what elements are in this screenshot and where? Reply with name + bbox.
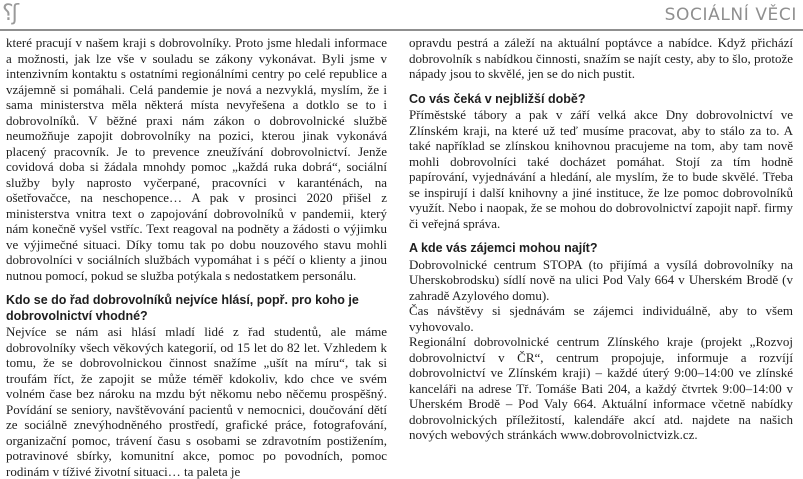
right-paragraph-5: Regionální dobrovolnické centrum Zlínského kraje (projekt „Rozvoj dobrovolnictví v ČR“, centrum propojuje, informuje a rozvíjí dobrovolnictví ve Zlínském kraji) – každé úterý 9:00–14:00 ve zlínské kanceláři na adrese Tř. Tomáše Bati 204, a každý čtvrtek 9:00–14:00 v Uherském Brodě – Pod Valy 664. Aktuální informace včetně nabídky dobrovolnických příležitostí, kalendáře akcí atd. najdete na našich nových webových stránkách www.dobrovolnictvizk.cz. [409,334,793,442]
magazine-logo [2,2,38,28]
abstract-logo-icon: ⸮ʃ [2,1,18,26]
left-paragraph-1: které pracují v našem kraji s dobrovolníky. Proto jsme hledali informace a možnosti, jak lze vše v souladu se zákony vykonávat. Byli jsme v intenzivním kontaktu s ostatními regionálními centry po celé republice a vzájemně si pomáhali. Celá pandemie je nová a nezvyklá, myslím, že i sama ministerstva měla některá místa nevyřešena a dotklo se to i dobrovolníků. V běžné praxi nám zákon o dobrovolnické službě neumožňuje zapojit dobrovolníky na pozici, kterou jinak vykonává placený pracovník. Je to prevence zneužívání dobrovolnictví. Jenže covidová doba si žádala mnohdy pomoc „každá ruka dobrá“, sociální služby byly naprosto vyčerpané, pracovníci v karanténách, na ošetřovačce, na neschopence… A pak v prosinci 2020 přišel z ministerstva vnitra text o zapojování dobrovolníků v pandemii, který nám konečně vyšel vstříc. Text reagoval na podněty a žádosti o výjimku ve výjimečné situaci. Díky tomu tak po dobu nouzového stavu mohli dobrovolníci v sociálních službách vypomáhat i s péčí o klienty a jinou nutnou pomocí, pokud se služba potýkala s nedostatkem personálu. [6,35,387,283]
right-paragraph-2: Příměstské tábory a pak v září velká akce Dny dobrovolnictví ve Zlínském kraji, na které už teď musíme pracovat, aby to stálo za to. A také například se zlínskou knihovnou pracujeme na tom, aby tam nově mohli dobrovolníci také docházet pomáhat. Stojí za tím hodně papírování, vyjednávání a hledání, ale myslím, že to bude skvělé. Třeba se inspirují i další knihovny a jiné instituce, že lze pomoc dobrovolníků využít. Nebo i naopak, že se mohou do dobrovolnictví zapojit např. firmy či veřejná správa. [409,107,793,231]
question-heading-2: Co vás čeká v nejbližší době? [409,91,586,106]
left-paragraph-2: Nejvíce se nám asi hlásí mladí lidé z řad studentů, ale máme dobrovolníky všech věkových kategorií, od 15 let do 82 let. Vzhledem k tomu, že se dobrovolnickou činnost snažíme „ušít na míru“, tak si troufám říct, že zapojit se může téměř kdokoliv, kdo chce ve svém volném čase bez nároku na mzdu být někomu nebo něčemu prospěšný. Povídání se seniory, navštěvování pacientů v nemocnici, doučování dětí ze sociálně znevýhodněného prostředí, grafické práce, fotografování, organizační pomoc, trávení času s osobami se zdravotním postižením, potravinové sbírky, komunitní akce, pomoc po povodních, pomoc rodinám v tíživé životní situaci… ta paleta je [6,324,387,479]
question-heading-3: A kde vás zájemci mohou najít? [409,241,598,255]
header-divider [0,29,803,31]
right-paragraph-1: opravdu pestrá a záleží na aktuální poptávce a nabídce. Když přichází dobrovolník s nabídkou činnosti, snažím se najít cesty, aby to šlo, protože nápady jsou to skvělé, jen se do nich pustit. [409,35,793,81]
right-paragraph-3: Dobrovolnické centrum STOPA (to přijímá a vysílá dobrovolníky na Uherskobrodsku) sídlí nově na ulici Pod Valy 664 v Uherském Brodě (v zahradě Azylového domu). [409,256,793,303]
section-title: SOCIÁLNÍ VĚCI [664,5,797,25]
page-header [0,0,803,30]
right-paragraph-4: Čas návštěvy si sjednávám se zájemci individuálně, aby to všem vyhovovalo. [409,303,793,334]
right-column [409,35,793,443]
left-column [6,35,387,479]
question-heading-1: Kdo se do řad dobrovolníků nejvíce hlásí, popř. pro koho je dobrovolnictví vhodné? [6,293,359,323]
